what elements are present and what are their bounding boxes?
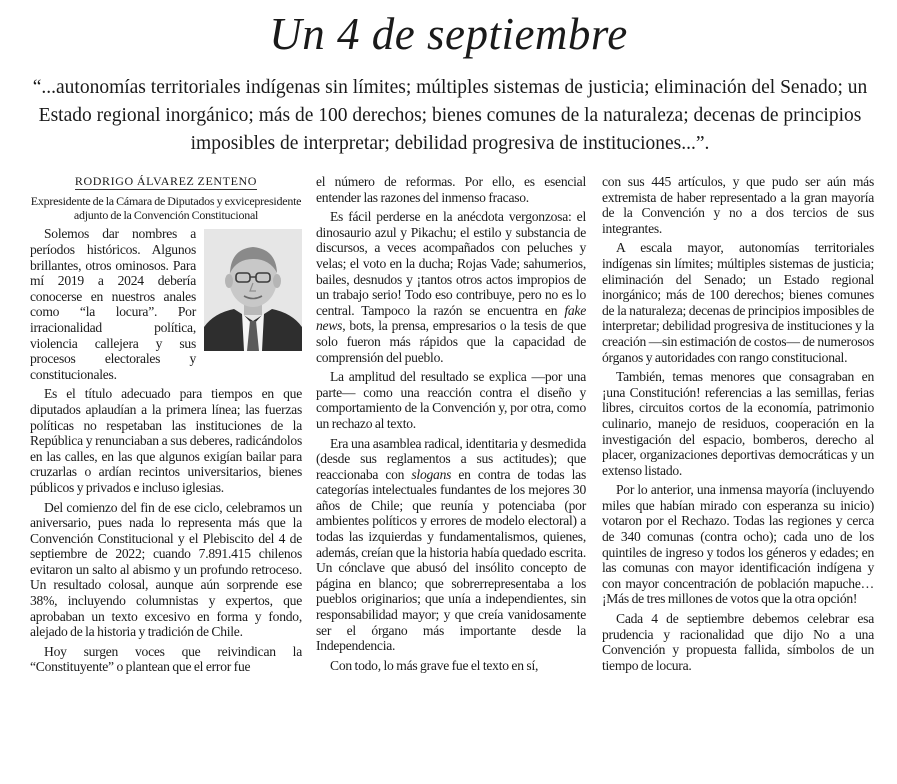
pull-quote: “...autonomías territoriales indígenas sin límites; múltiples sistemas de justicia; eliminación del Senado; un Estado regional inorgánico; más de 100 derechos; bienes comunes de la naturaleza; decenas de principios imposibles de interpretar; debilidad progresiva de instituciones...”.	[32, 77, 868, 154]
paragraph: Del comienzo del fin de ese ciclo, celebramos un aniversario, pues nada lo representa más que la Convención Constitucional y el Plebiscito del 4 de septiembre de 2022; cuando 7.891.415 chilenos evitaron un salto al abismo y un profundo retroceso. Un resultado colosal, aunque aún sorprende ese 38%, incluyendo columnistas y expertos, que aprobaban un texto excesivo en forma y fondo, alejado de la historia y tradición de Chile.	[30, 499, 302, 640]
column-1	[30, 174, 302, 675]
paragraph: Hoy surgen voces que reivindican la “Constituyente” o plantean que el error fue	[30, 643, 302, 675]
paragraph: La amplitud del resultado se explica —por una parte— como una reacción contra el diseño y comportamiento de la Convención y, por otra, como un rechazo al texto.	[316, 369, 586, 431]
paragraph: Es fácil perderse en la anécdota vergonzosa: el dinosaurio azul y Pikachu; el estilo y substancia de discursos, a veces acompañados con peluches y velas; el voto en la ducha; Rojas Vade; sahumerios, bailes, desnudos y ¡tantos otros actos impropios de un trabajo serio! Todo eso contribuye, pero no es lo central. Tampoco la razón se encuentra en fake news, bots, la prensa, empresarios o la tesis de que solo fueron más rápidos que la capacidad de comprensión del pueblo.	[316, 209, 586, 365]
article-title: Un 4 de septiembre	[269, 9, 628, 59]
paragraph: También, temas menores que consagraban en ¡una Constitución! referencias a las semillas, ferias libres, circuitos cortos de la economía, patrimonio culinario, manejo de residuos, cooperación en la investigación del espacio, bomberos, derecho al placer, organizaciones deportivas democráticas y un extenso listado.	[602, 369, 874, 478]
author-portrait	[204, 229, 302, 351]
paragraph: Era una asamblea radical, identitaria y desmedida (desde sus reglamentos a sus actitudes); que reaccionaba con slogans en contra de todas las categorías intelectuales fundantes de los mejores 30 años de Chile; que reunía y potenciaba (por ambientes políticos y errores de modelo electoral) a todas las izquierdas y fundamentalismos, quienes, además, creían que la historia había quedado escrita. Un cónclave que abusó del insólito concepto de página en blanco; que sobrerrepresentaba a los pueblos originarios; que unía a independientes, sin responsabilidad mayor; y que creía vanidosamente ser el órgano más importante desde la Independencia.	[316, 435, 586, 654]
portrait-image	[204, 229, 302, 351]
paragraph: Solemos dar nombres a períodos históricos. Algunos brillantes, otros ominosos. Para mí 2019 a 2024 debería conocerse en nuestros anales como “la locura”. Por irracionalidad política, violencia callejera y sus procesos electorales y constitucionales.	[30, 226, 302, 382]
column-2	[316, 174, 586, 673]
paragraph: Es el título adecuado para tiempos en que diputados aplaudían a la primera línea; las fuerzas políticas no respetaban las instituciones de la República y renunciaban a sus deberes, radicándolos en las calles, en las que algunos exigían bailar para cruzarlas o ardían recintos universitarios, bienes públicos y privados e incluso iglesias.	[30, 386, 302, 495]
author-name: RODRIGO ÁLVAREZ ZENTENO	[74, 174, 258, 188]
paragraph: Cada 4 de septiembre debemos celebrar esa prudencia y racionalidad que dijo No a una Convención y propuesta fallida, símbolos de un tiempo de locura.	[602, 611, 874, 673]
paragraph: Por lo anterior, una inmensa mayoría (incluyendo miles que habían mirado con esperanza su inicio) votaron por el Rechazo. Todas las regiones y cerca de 340 comunas (contra ocho); cada uno de los quintiles de ingreso y todos los géneros y edades; en las comunas con mayor identificación indígena y con mayor concentración de población mapuche… ¡Más de tres millones de votos que la otra opción!	[602, 482, 874, 607]
paragraph: Con todo, lo más grave fue el texto en sí,	[330, 657, 539, 673]
paragraph: A escala mayor, autonomías territoriales indígenas sin límites; múltiples sistemas de justicia; eliminación del Senado; un Estado regional inorgánico; más de 100 derechos; bienes comunes de la naturaleza; decenas de principios imposibles de interpretar; debilidad progresiva de instituciones y la creación —sin estimación de costos— de numerosos órganos y autoridades con rango constitucional.	[602, 240, 874, 365]
column-3	[602, 174, 874, 673]
author-bio: Expresidente de la Cámara de Diputados y exvicepresidente adjunto de la Convención Constitucional	[30, 193, 302, 222]
paragraph: el número de reformas. Por ello, es esencial entender las razones del inmenso fracaso.	[316, 174, 586, 205]
paragraph: con sus 445 artículos, y que pudo ser aún más extremista de haber representado a la gran mayoría de la Convención y no a dos tercios de sus integrantes.	[602, 174, 874, 236]
